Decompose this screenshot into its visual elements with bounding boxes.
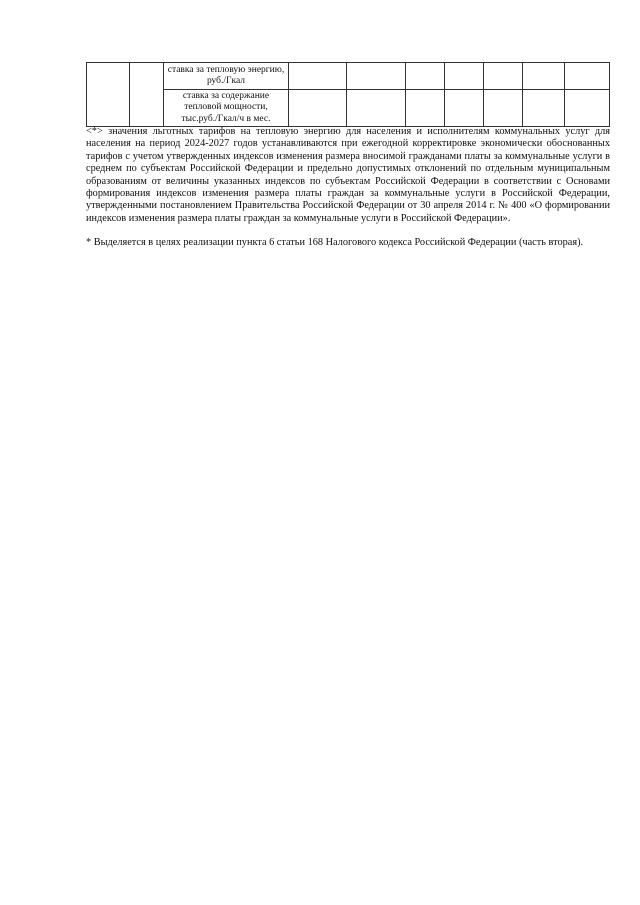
table-cell-empty	[289, 63, 347, 90]
table-cell-empty	[523, 90, 565, 127]
table-cell-empty	[347, 63, 406, 90]
table-row	[87, 63, 610, 90]
rate-label: ставка за содержание тепловой мощности, тыс.руб./Гкал/ч в мес.	[181, 90, 271, 124]
table-cell-empty	[87, 63, 130, 127]
footnote-tariffs: <*> значения льготных тарифов на тепловую энергию для населения и исполнителям коммунальных услуг для населения на период 2024-2027 годов устанавливаются при ежегодной корректировке экономически обоснованных тарифов с учетом утвержденных индексов изменения размера вносимой гражданами платы за коммунальные услуги в среднем по субъектам Российской Федерации и предельно допустимых отклонений по отдельным муниципальным образованиям от величины указанных индексов по субъектам Российской Федерации в соответствии с Основами формирования индексов изменения размера платы граждан за коммунальные услуги в Российской Федерации, утвержденными постановлением Правительства Российской Федерации от 30 апреля 2014 г. № 400 «О формировании индексов изменения размера платы граждан за коммунальные услуги в Российской Федерации».	[86, 126, 610, 224]
table-cell-empty	[445, 63, 484, 90]
rate-label: ставка за тепловую энергию, руб./Гкал	[167, 64, 285, 86]
footnote-tax: * Выделяется в целях реализации пункта 6 статьи 168 Налогового кодекса Российской Федерации (часть вторая).	[86, 237, 584, 249]
table-cell-empty	[484, 63, 523, 90]
tariff-table	[86, 62, 610, 127]
table-cell-empty	[347, 90, 406, 127]
table-cell-rate-label	[164, 63, 289, 90]
table-cell-empty	[289, 90, 347, 127]
table-cell-empty	[565, 63, 610, 90]
table-cell-empty	[406, 63, 445, 90]
table-cell-empty	[130, 63, 164, 127]
table-cell-empty	[445, 90, 484, 127]
footnotes	[86, 126, 610, 250]
table-cell-empty	[523, 63, 565, 90]
table-cell-rate-label	[164, 90, 289, 127]
table-row	[87, 90, 610, 127]
table-cell-empty	[484, 90, 523, 127]
table-cell-empty	[406, 90, 445, 127]
table-cell-empty	[565, 90, 610, 127]
